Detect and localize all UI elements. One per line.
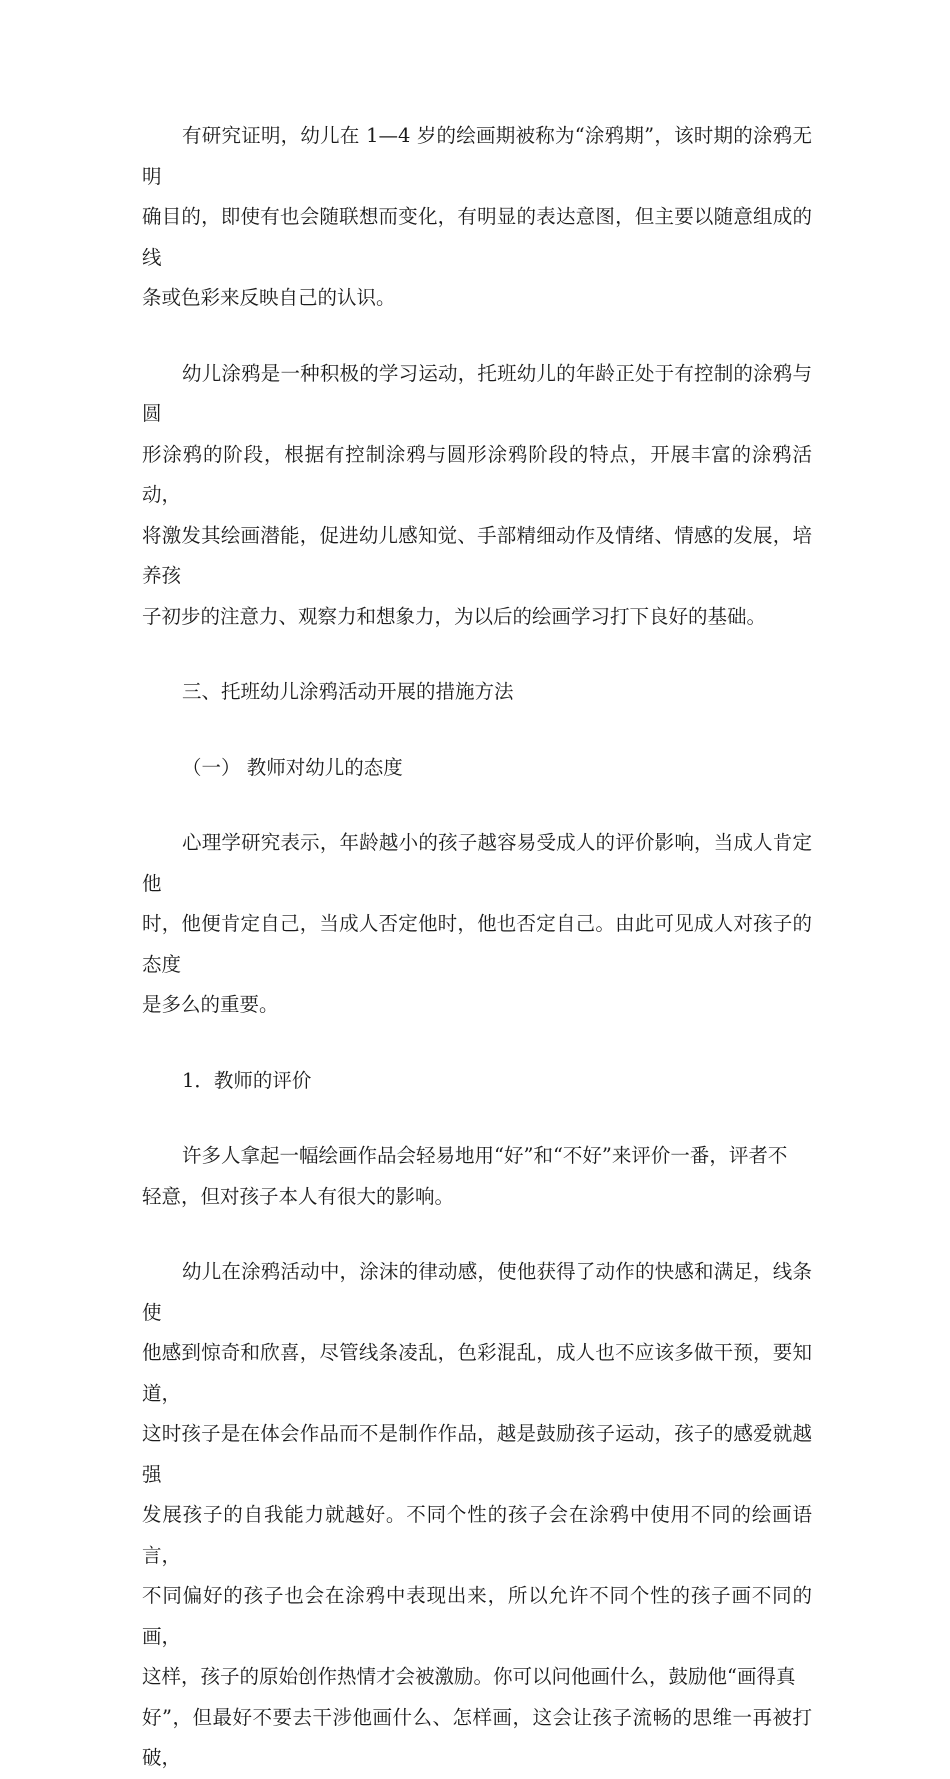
paragraph-spacing bbox=[142, 1101, 812, 1136]
section-heading bbox=[142, 748, 812, 789]
text-line: 发展孩子的自我能力就越好。不同个性的孩子会在涂鸦中使用不同的绘画语言， bbox=[142, 1503, 812, 1567]
text-line: 轻意，但对孩子本人有很大的影响。 bbox=[142, 1184, 455, 1208]
text-line: 将激发其绘画潜能，促进幼儿感知觉、手部精细动作及情绪、情感的发展，培养孩 bbox=[142, 523, 812, 587]
paragraph-spacing bbox=[142, 1026, 812, 1061]
text-line: 不同偏好的孩子也会在涂鸦中表现出来，所以允许不同个性的孩子画不同的画， bbox=[142, 1584, 812, 1648]
text-line: 幼儿涂鸦是一种积极的学习运动，托班幼儿的年龄正处于有控制的涂鸦与圆 bbox=[142, 361, 812, 425]
text-line: 许多人拿起一幅绘画作品会轻易地用“好”和“不好”来评价一番，评者不 bbox=[182, 1144, 788, 1167]
text-line: 心理学研究表示，年龄越小的孩子越容易受成人的评价影响，当成人肯定他 bbox=[142, 831, 812, 895]
text-line: 时，他便肯定自己，当成人否定他时，他也否定自己。由此可见成人对孩子的态度 bbox=[142, 912, 812, 976]
text-line: 这样，孩子的原始创作热情才会被激励。你可以问他画什么，鼓励他“画得真 bbox=[142, 1665, 796, 1688]
paragraph-spacing bbox=[142, 319, 812, 354]
text-line: 条或色彩来反映自己的认识。 bbox=[142, 286, 396, 309]
paragraph-spacing bbox=[142, 788, 812, 823]
text-line: 三、托班幼儿涂鸦活动开展的措施方法 bbox=[182, 680, 514, 703]
body-paragraph bbox=[142, 823, 812, 1026]
body-paragraph bbox=[142, 116, 812, 319]
paragraph-spacing bbox=[142, 1217, 812, 1252]
paragraph-spacing bbox=[142, 713, 812, 748]
text-line: 这时孩子是在体会作品而不是制作作品，越是鼓励孩子运动，孩子的感爱就越强 bbox=[142, 1422, 812, 1486]
section-heading bbox=[142, 1061, 812, 1102]
body-paragraph bbox=[142, 354, 812, 638]
text-line: （一） 教师对幼儿的态度 bbox=[182, 755, 403, 779]
text-line: 他感到惊奇和欣喜，尽管线条凌乱，色彩混乱，成人也不应该多做干预，要知道， bbox=[142, 1341, 812, 1405]
body-paragraph bbox=[142, 1136, 812, 1217]
paragraph-spacing bbox=[142, 637, 812, 672]
text-line: 1．教师的评价 bbox=[182, 1068, 312, 1092]
text-line: 好”，但最好不要去干涉他画什么、怎样画，这会让孩子流畅的思维一再被打破， bbox=[142, 1705, 812, 1769]
document-body bbox=[142, 116, 812, 1779]
section-heading bbox=[142, 672, 812, 713]
body-paragraph bbox=[142, 1252, 812, 1779]
text-line: 幼儿在涂鸦活动中，涂沫的律动感，使他获得了动作的快感和满足，线条使 bbox=[142, 1260, 812, 1324]
text-line: 是多么的重要。 bbox=[142, 993, 279, 1016]
text-line: 形涂鸦的阶段，根据有控制涂鸦与圆形涂鸦阶段的特点，开展丰富的涂鸦活动， bbox=[142, 442, 812, 506]
text-line: 子初步的注意力、观察力和想象力，为以后的绘画学习打下良好的基础。 bbox=[142, 604, 767, 628]
text-line: 有研究证明，幼儿在 1—4 岁的绘画期被称为“涂鸦期”，该时期的涂鸦无明 bbox=[142, 124, 812, 188]
text-line: 确目的，即使有也会随联想而变化，有明显的表达意图，但主要以随意组成的线 bbox=[142, 205, 812, 269]
